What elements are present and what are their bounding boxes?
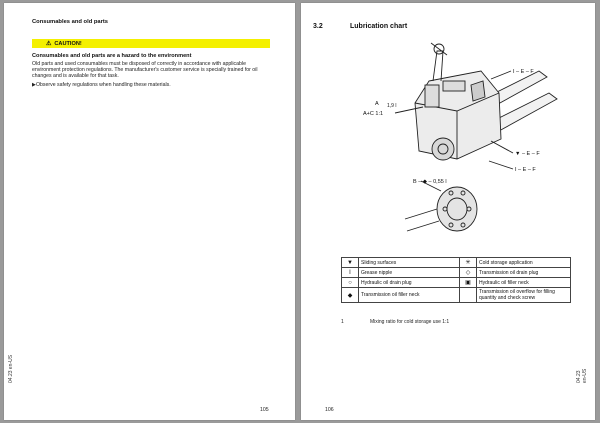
action-text: Observe safety regulations when handling these materials.	[36, 82, 171, 88]
label-left-a: A	[375, 101, 379, 107]
label-left-ac: A+C 1:1	[363, 111, 384, 117]
legend-text: Grease nipple	[359, 268, 460, 278]
section-title: Consumables and old parts	[32, 19, 109, 25]
legend-symbol	[460, 288, 477, 303]
legend-symbol: I	[342, 268, 359, 278]
legend-row	[342, 258, 571, 268]
label-bottom-b: B – ◆ – 0,55 l	[413, 179, 447, 185]
legend-symbol: ◆	[342, 288, 359, 303]
warning-triangle-icon: ⚠	[46, 41, 52, 47]
label-left-volume: 1,9 l	[387, 103, 397, 109]
legend-text: Sliding surfaces	[359, 258, 460, 268]
page-number: 106	[325, 407, 334, 413]
caution-label: CAUTION!	[54, 40, 82, 47]
hazard-body: Old parts and used consumables must be disposed of correctly in accordance with applicable environment protection regulations. The manufacturer's customer service is specially trained for oil changes and is available for that task.	[32, 61, 258, 80]
legend-symbol: ○	[342, 278, 359, 288]
legend-row	[342, 288, 571, 303]
page-number: 105	[260, 407, 269, 413]
legend-row	[342, 268, 571, 278]
right-page	[301, 3, 595, 420]
section-title: Lubrication chart	[350, 23, 408, 30]
arrow-right-icon: ▶	[32, 82, 36, 88]
legend-text: Cold storage application	[477, 258, 571, 268]
lubrication-drawing	[361, 41, 561, 251]
legend-text: Transmission oil drain plug	[477, 268, 571, 278]
left-page	[4, 3, 295, 420]
legend-text: Hydraulic oil filler neck	[477, 278, 571, 288]
label-top-right: I – E – F	[513, 69, 534, 75]
section-number: 3.2	[313, 23, 323, 30]
legend-table	[341, 257, 571, 303]
document-code: 04.23 en-US	[576, 368, 588, 383]
document-code: 04.23 en-US	[8, 354, 14, 383]
caution-banner	[32, 39, 270, 48]
hazard-heading: Consumables and old parts are a hazard to the environment	[32, 53, 192, 59]
legend-symbol: ▣	[460, 278, 477, 288]
legend-symbol: ▼	[342, 258, 359, 268]
label-low-right: I – E – F	[515, 167, 536, 173]
legend-symbol: ◇	[460, 268, 477, 278]
legend-text: Hydraulic oil drain plug	[359, 278, 460, 288]
legend-row	[342, 278, 571, 288]
footnote-number: 1	[341, 319, 344, 325]
legend-text: Transmission oil overflow for filling quantity and check screw	[477, 288, 571, 303]
action-step	[32, 82, 171, 88]
label-mid-right: ▼ – E – F	[515, 151, 540, 157]
legend-symbol: ✳	[460, 258, 477, 268]
footnote	[341, 319, 449, 325]
legend-text: Transmission oil filler neck	[359, 288, 460, 303]
footnote-text: Mixing ratio for cold storage use 1:1	[370, 319, 450, 325]
